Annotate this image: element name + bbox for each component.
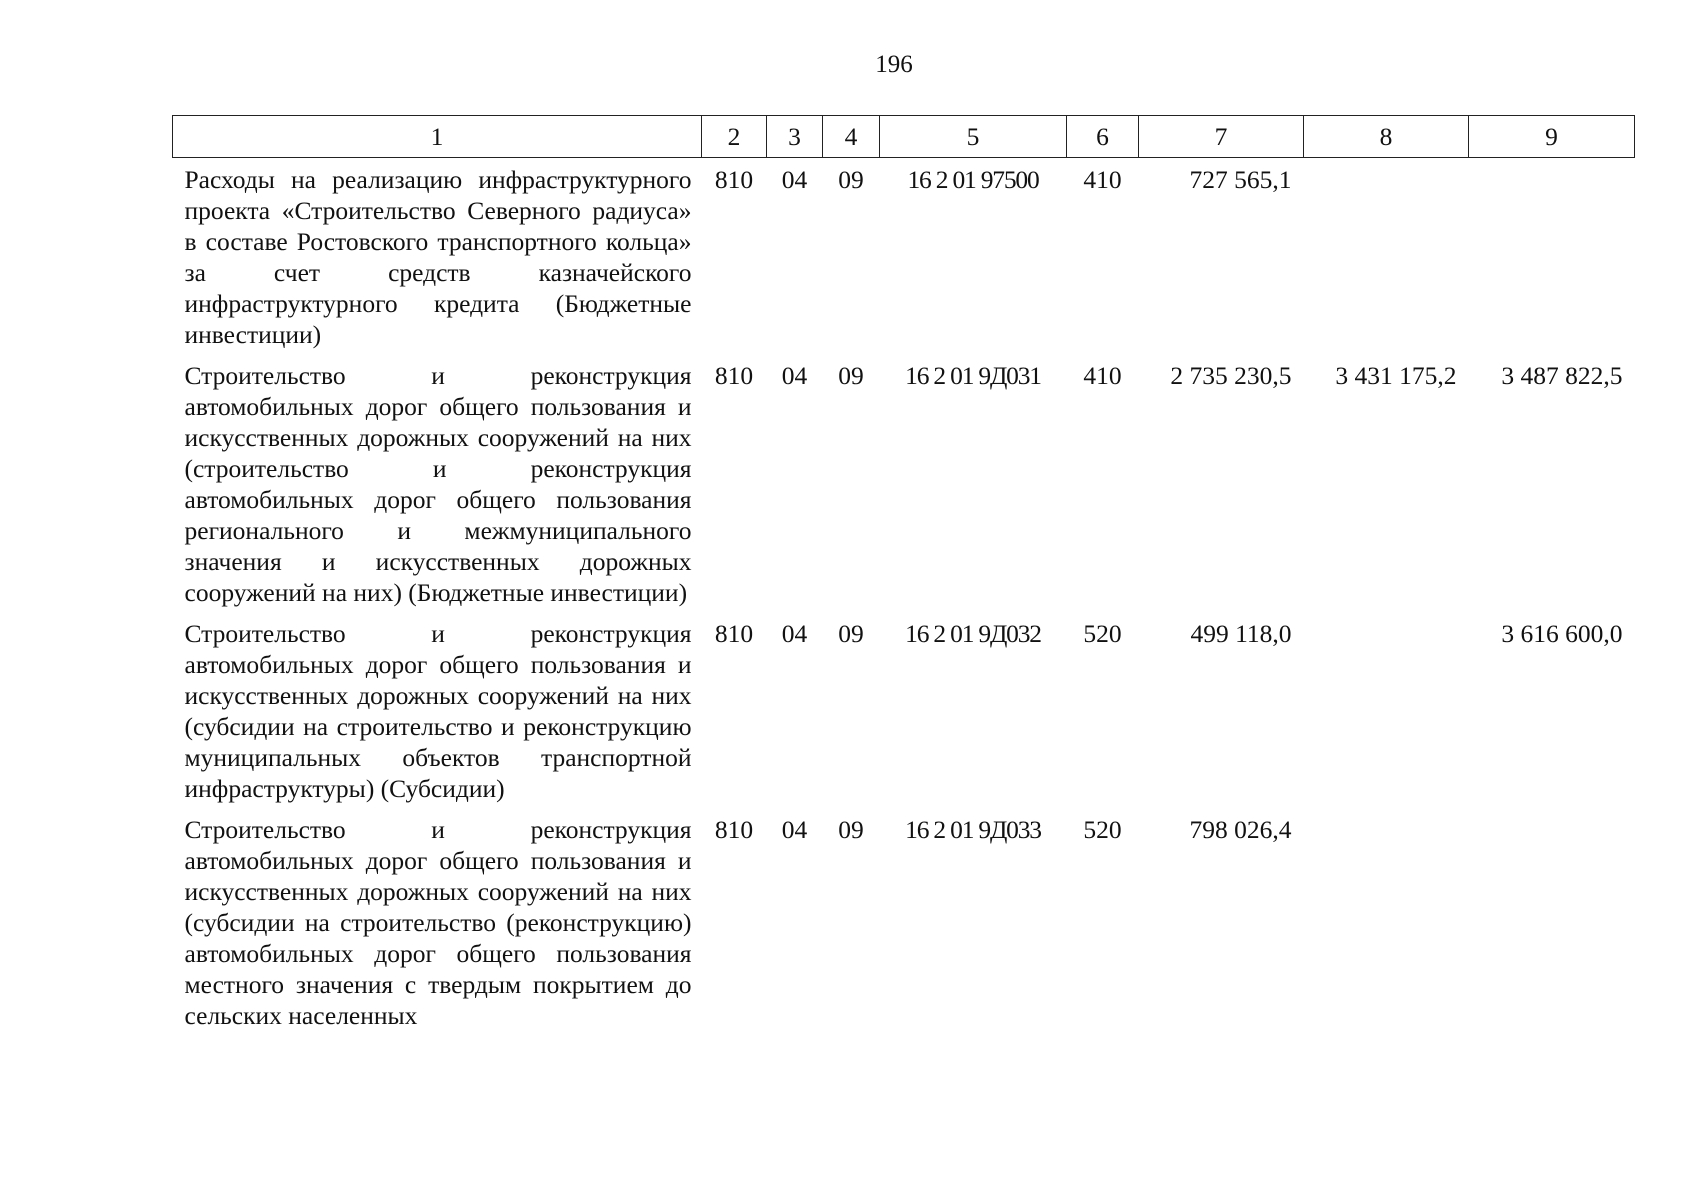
table-row: [173, 158, 1635, 361]
cell-target-article: 16 2 01 97500: [907, 165, 1039, 194]
table-body: [173, 158, 1635, 1042]
header-cell-2: 2: [702, 116, 767, 158]
cell-amount-col8: [1304, 814, 1469, 1041]
page-number: 196: [875, 51, 913, 78]
row-description: Строительство и реконструкция автомобильных дорог общего пользования и искусственных дорожных сооружений на них (субсидии на строительство и реконструкцию муниципальных объектов транспортной инфраструктуры) (Субсидии): [184, 619, 692, 803]
header-cell-5: 5: [880, 116, 1067, 158]
cell-expense-type: 520: [1083, 619, 1122, 648]
header-cell-3: 3: [767, 116, 823, 158]
cell-expense-type: 410: [1083, 361, 1122, 390]
cell-amount-col9: [1469, 158, 1635, 361]
cell-section: 04: [781, 361, 808, 390]
cell-subsection: 09: [838, 165, 864, 194]
cell-ministry-code: 810: [714, 619, 754, 648]
cell-ministry-code: 810: [714, 815, 754, 844]
header-cell-4: 4: [823, 116, 880, 158]
cell-expense-type: 410: [1083, 165, 1122, 194]
cell-subsection: 09: [838, 361, 864, 390]
table-row: [173, 814, 1635, 1041]
cell-target-article: 16 2 01 9Д033: [905, 815, 1041, 844]
cell-target-article: 16 2 01 9Д032: [905, 619, 1041, 648]
cell-section: 04: [781, 619, 808, 648]
cell-amount-col7: 798 026,4: [1189, 815, 1292, 844]
cell-ministry-code: 810: [714, 165, 754, 194]
header-cell-8: 8: [1304, 116, 1469, 158]
cell-amount-col9: 3 487 822,5: [1501, 361, 1623, 390]
row-description: Строительство и реконструкция автомобильных дорог общего пользования и искусственных дорожных сооружений на них (строительство и реконструкция автомобильных дорог общего пользования регионального и межмуниципального значения и искусственных дорожных сооружений на них) (Бюджетные инвестиции): [184, 361, 692, 607]
cell-amount-col7: 727 565,1: [1189, 165, 1292, 194]
header-cell-1: 1: [173, 116, 702, 158]
cell-amount-col8: [1304, 158, 1469, 361]
row-description: Строительство и реконструкция автомобильных дорог общего пользования и искусственных дорожных сооружений на них (субсидии на строительство (реконструкцию) автомобильных дорог общего пользования местного значения с твердым покрытием до сельских населенных: [184, 815, 692, 1030]
cell-section: 04: [781, 815, 808, 844]
header-cell-6: 6: [1067, 116, 1139, 158]
table-row: [173, 360, 1635, 618]
budget-table: [172, 115, 1635, 1041]
cell-amount-col8: 3 431 175,2: [1335, 361, 1457, 390]
cell-subsection: 09: [838, 619, 864, 648]
header-cell-7: 7: [1139, 116, 1304, 158]
cell-amount-col7: 2 735 230,5: [1170, 361, 1292, 390]
cell-amount-col9: 3 616 600,0: [1501, 619, 1623, 648]
cell-subsection: 09: [838, 815, 864, 844]
table-row: [173, 618, 1635, 814]
cell-expense-type: 520: [1083, 815, 1122, 844]
cell-amount-col8: [1304, 618, 1469, 814]
cell-target-article: 16 2 01 9Д031: [905, 361, 1041, 390]
header-cell-9: 9: [1469, 116, 1635, 158]
cell-ministry-code: 810: [714, 361, 754, 390]
cell-section: 04: [781, 165, 808, 194]
header-row: [173, 116, 1635, 158]
cell-amount-col7: 499 118,0: [1190, 619, 1292, 648]
cell-amount-col9: [1469, 814, 1635, 1041]
table-header: [173, 116, 1635, 158]
row-description: Расходы на реализацию инфраструктурного проекта «Строительство Северного радиуса» в составе Ростовского транспортного кольца» за счет средств казначейского инфраструктурного кредита (Бюджетные инвестиции): [184, 165, 692, 349]
